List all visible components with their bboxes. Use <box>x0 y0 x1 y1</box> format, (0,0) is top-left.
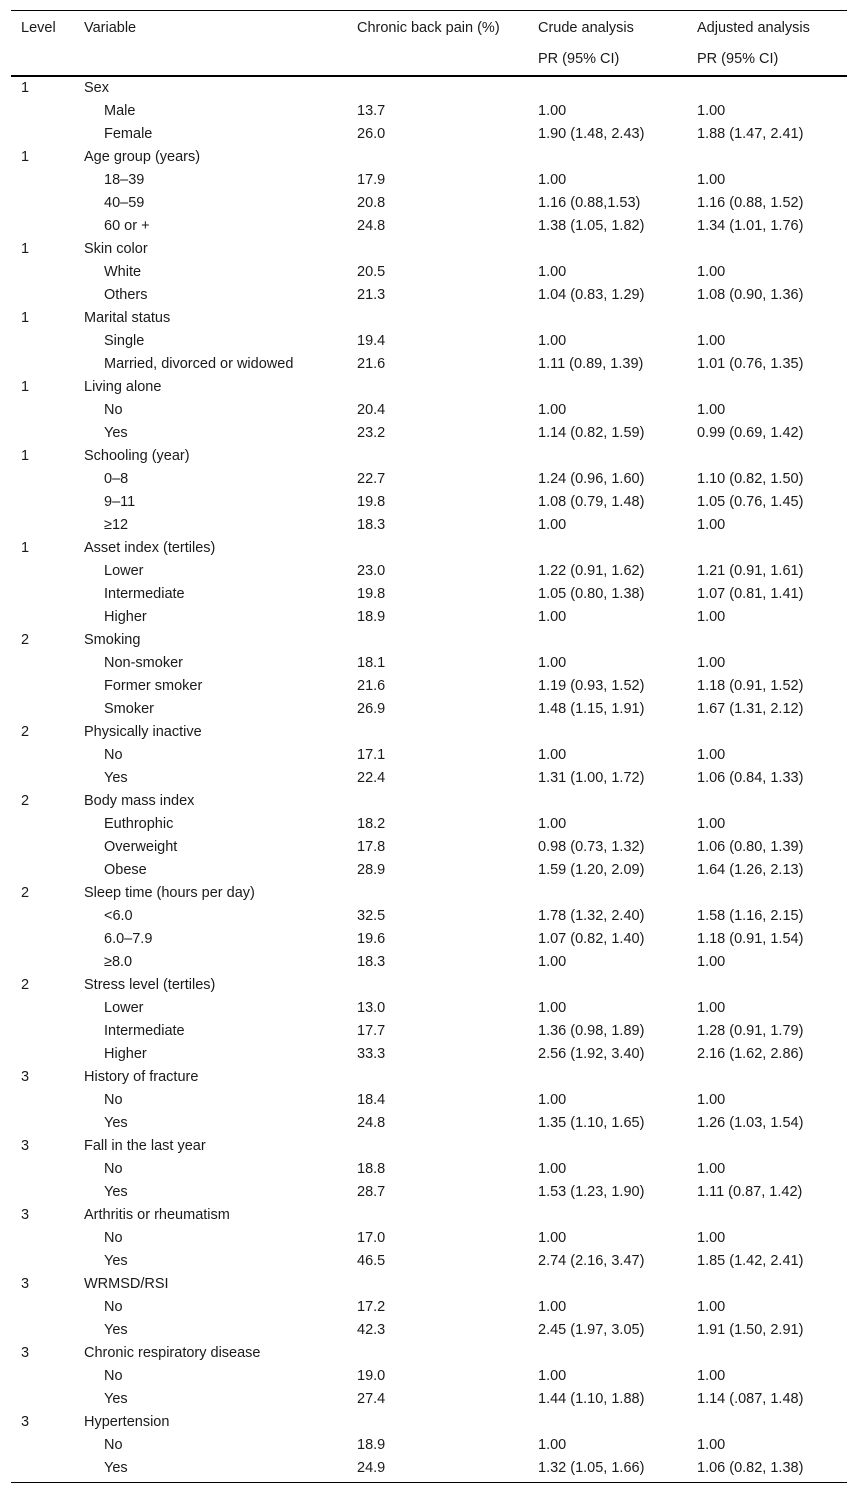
cell-crude-pr: 1.32 (1.05, 1.66) <box>538 1460 645 1476</box>
table-row <box>11 859 847 882</box>
cell-chronic-back-pain: 21.6 <box>357 678 386 694</box>
cell-crude-pr: 1.00 <box>538 1092 567 1108</box>
cell-variable: <6.0 <box>104 908 133 924</box>
cell-adjusted-pr: 1.00 <box>697 1161 726 1177</box>
cell-chronic-back-pain: 20.4 <box>357 402 386 418</box>
cell-variable: History of fracture <box>84 1069 199 1085</box>
cell-adjusted-pr: 1.00 <box>697 333 726 349</box>
header-variable: Variable <box>84 20 137 36</box>
cell-variable: No <box>104 1437 123 1453</box>
table-group-row <box>11 77 847 100</box>
cell-crude-pr: 1.31 (1.00, 1.72) <box>538 770 645 786</box>
cell-variable: Lower <box>104 563 144 579</box>
cell-adjusted-pr: 1.21 (0.91, 1.61) <box>697 563 804 579</box>
cell-variable: Male <box>104 103 136 119</box>
table-row <box>11 997 847 1020</box>
cell-adjusted-pr: 1.00 <box>697 816 726 832</box>
table-body <box>11 77 847 1482</box>
table-row <box>11 491 847 514</box>
cell-chronic-back-pain: 17.0 <box>357 1230 386 1246</box>
cell-chronic-back-pain: 22.4 <box>357 770 386 786</box>
table-row <box>11 1457 847 1480</box>
cell-level: 3 <box>21 1345 30 1361</box>
cell-variable: Others <box>104 287 148 303</box>
cell-variable: 40–59 <box>104 195 145 211</box>
cell-variable: No <box>104 402 123 418</box>
cell-variable: Higher <box>104 609 147 625</box>
header-crude-analysis: Crude analysis <box>538 20 634 36</box>
cell-variable: Arthritis or rheumatism <box>84 1207 230 1223</box>
cell-variable: Single <box>104 333 145 349</box>
table-row <box>11 813 847 836</box>
cell-adjusted-pr: 1.00 <box>697 402 726 418</box>
cell-variable: Sleep time (hours per day) <box>84 885 255 901</box>
cell-adjusted-pr: 1.14 (.087, 1.48) <box>697 1391 804 1407</box>
cell-crude-pr: 1.00 <box>538 402 567 418</box>
cell-adjusted-pr: 1.00 <box>697 1299 726 1315</box>
cell-variable: No <box>104 1092 123 1108</box>
cell-adjusted-pr: 1.88 (1.47, 2.41) <box>697 126 804 142</box>
cell-crude-pr: 2.74 (2.16, 3.47) <box>538 1253 645 1269</box>
cell-crude-pr: 1.48 (1.15, 1.91) <box>538 701 645 717</box>
cell-adjusted-pr: 1.91 (1.50, 2.91) <box>697 1322 804 1338</box>
cell-crude-pr: 1.38 (1.05, 1.82) <box>538 218 645 234</box>
cell-crude-pr: 1.00 <box>538 747 567 763</box>
cell-level: 2 <box>21 793 30 809</box>
cell-level: 1 <box>21 448 30 464</box>
cell-chronic-back-pain: 17.9 <box>357 172 386 188</box>
cell-chronic-back-pain: 20.8 <box>357 195 386 211</box>
table-row <box>11 422 847 445</box>
cell-chronic-back-pain: 19.6 <box>357 931 386 947</box>
cell-crude-pr: 2.56 (1.92, 3.40) <box>538 1046 645 1062</box>
cell-adjusted-pr: 1.06 (0.82, 1.38) <box>697 1460 804 1476</box>
cell-variable: No <box>104 747 123 763</box>
cell-adjusted-pr: 1.00 <box>697 1368 726 1384</box>
cell-variable: Lower <box>104 1000 144 1016</box>
cell-level: 2 <box>21 977 30 993</box>
cell-chronic-back-pain: 22.7 <box>357 471 386 487</box>
table-row <box>11 1319 847 1342</box>
cell-crude-pr: 1.00 <box>538 172 567 188</box>
cell-variable: No <box>104 1230 123 1246</box>
cell-level: 3 <box>21 1414 30 1430</box>
header-adjusted-pr-ci: PR (95% CI) <box>697 51 779 67</box>
cell-variable: Smoking <box>84 632 141 648</box>
cell-crude-pr: 1.11 (0.89, 1.39) <box>538 356 644 372</box>
table-group-row <box>11 882 847 905</box>
cell-adjusted-pr: 1.05 (0.76, 1.45) <box>697 494 804 510</box>
cell-adjusted-pr: 1.01 (0.76, 1.35) <box>697 356 804 372</box>
cell-crude-pr: 1.00 <box>538 655 567 671</box>
cell-chronic-back-pain: 24.8 <box>357 1115 386 1131</box>
cell-crude-pr: 1.00 <box>538 816 567 832</box>
table-group-row <box>11 974 847 997</box>
cell-chronic-back-pain: 17.8 <box>357 839 386 855</box>
cell-crude-pr: 1.36 (0.98, 1.89) <box>538 1023 645 1039</box>
cell-variable: Yes <box>104 1184 128 1200</box>
cell-adjusted-pr: 1.07 (0.81, 1.41) <box>697 586 804 602</box>
cell-variable: Marital status <box>84 310 171 326</box>
table-row <box>11 698 847 721</box>
cell-adjusted-pr: 1.85 (1.42, 2.41) <box>697 1253 804 1269</box>
cell-adjusted-pr: 1.00 <box>697 1230 726 1246</box>
cell-chronic-back-pain: 13.7 <box>357 103 386 119</box>
table-row <box>11 215 847 238</box>
cell-variable: Stress level (tertiles) <box>84 977 216 993</box>
cell-adjusted-pr: 0.99 (0.69, 1.42) <box>697 425 804 441</box>
table-row <box>11 744 847 767</box>
cell-variable: Sex <box>84 80 109 96</box>
table-group-row <box>11 1342 847 1365</box>
cell-chronic-back-pain: 28.7 <box>357 1184 386 1200</box>
cell-chronic-back-pain: 26.9 <box>357 701 386 717</box>
table-group-row <box>11 445 847 468</box>
cell-variable: Skin color <box>84 241 148 257</box>
cell-adjusted-pr: 1.00 <box>697 1437 726 1453</box>
table-group-row <box>11 537 847 560</box>
cell-adjusted-pr: 1.58 (1.16, 2.15) <box>697 908 804 924</box>
cell-level: 3 <box>21 1276 30 1292</box>
table-row <box>11 514 847 537</box>
table-group-row <box>11 307 847 330</box>
cell-crude-pr: 1.00 <box>538 1161 567 1177</box>
cell-adjusted-pr: 1.64 (1.26, 2.13) <box>697 862 804 878</box>
table-row <box>11 1365 847 1388</box>
cell-chronic-back-pain: 21.3 <box>357 287 386 303</box>
cell-chronic-back-pain: 18.4 <box>357 1092 386 1108</box>
cell-variable: WRMSD/RSI <box>84 1276 169 1292</box>
cell-chronic-back-pain: 13.0 <box>357 1000 386 1016</box>
cell-chronic-back-pain: 17.7 <box>357 1023 386 1039</box>
cell-chronic-back-pain: 23.2 <box>357 425 386 441</box>
cell-crude-pr: 1.16 (0.88,1.53) <box>538 195 641 211</box>
cell-adjusted-pr: 1.00 <box>697 747 726 763</box>
table-row <box>11 1158 847 1181</box>
table-row <box>11 1250 847 1273</box>
table-row <box>11 1112 847 1135</box>
cell-variable: White <box>104 264 142 280</box>
cell-level: 1 <box>21 80 30 96</box>
cell-adjusted-pr: 1.26 (1.03, 1.54) <box>697 1115 804 1131</box>
cell-variable: 18–39 <box>104 172 145 188</box>
cell-chronic-back-pain: 19.0 <box>357 1368 386 1384</box>
cell-chronic-back-pain: 27.4 <box>357 1391 386 1407</box>
table-group-row <box>11 1204 847 1227</box>
cell-chronic-back-pain: 32.5 <box>357 908 386 924</box>
cell-crude-pr: 1.00 <box>538 264 567 280</box>
cell-crude-pr: 1.00 <box>538 954 567 970</box>
cell-adjusted-pr: 1.11 (0.87, 1.42) <box>697 1184 803 1200</box>
cell-chronic-back-pain: 18.1 <box>357 655 386 671</box>
cell-adjusted-pr: 1.00 <box>697 264 726 280</box>
results-table <box>11 10 847 1483</box>
cell-adjusted-pr: 1.67 (1.31, 2.12) <box>697 701 804 717</box>
cell-crude-pr: 1.24 (0.96, 1.60) <box>538 471 645 487</box>
cell-crude-pr: 1.00 <box>538 1368 567 1384</box>
table-row <box>11 905 847 928</box>
table-header <box>11 11 847 77</box>
cell-chronic-back-pain: 18.3 <box>357 517 386 533</box>
cell-variable: Yes <box>104 425 128 441</box>
cell-variable: ≥12 <box>104 517 129 533</box>
cell-variable: Schooling (year) <box>84 448 190 464</box>
cell-variable: Body mass index <box>84 793 195 809</box>
table-group-row <box>11 790 847 813</box>
table-row <box>11 330 847 353</box>
table-row <box>11 1020 847 1043</box>
cell-crude-pr: 1.04 (0.83, 1.29) <box>538 287 645 303</box>
table-row <box>11 1227 847 1250</box>
header-crude-pr-ci: PR (95% CI) <box>538 51 620 67</box>
cell-variable: Age group (years) <box>84 149 201 165</box>
table-row <box>11 1043 847 1066</box>
cell-crude-pr: 1.08 (0.79, 1.48) <box>538 494 645 510</box>
table-row <box>11 1434 847 1457</box>
cell-level: 3 <box>21 1207 30 1223</box>
cell-chronic-back-pain: 20.5 <box>357 264 386 280</box>
cell-adjusted-pr: 1.34 (1.01, 1.76) <box>697 218 804 234</box>
cell-adjusted-pr: 1.00 <box>697 609 726 625</box>
cell-crude-pr: 0.98 (0.73, 1.32) <box>538 839 645 855</box>
header-level: Level <box>21 20 56 36</box>
table-group-row <box>11 721 847 744</box>
cell-adjusted-pr: 1.00 <box>697 1092 726 1108</box>
cell-adjusted-pr: 1.18 (0.91, 1.52) <box>697 678 804 694</box>
table-row <box>11 123 847 146</box>
cell-variable: Obese <box>104 862 147 878</box>
cell-variable: No <box>104 1161 123 1177</box>
cell-adjusted-pr: 1.00 <box>697 103 726 119</box>
header-chronic-back-pain: Chronic back pain (%) <box>357 20 500 36</box>
cell-variable: Hypertension <box>84 1414 170 1430</box>
cell-chronic-back-pain: 46.5 <box>357 1253 386 1269</box>
cell-crude-pr: 2.45 (1.97, 3.05) <box>538 1322 645 1338</box>
cell-crude-pr: 1.00 <box>538 103 567 119</box>
cell-chronic-back-pain: 24.9 <box>357 1460 386 1476</box>
cell-variable: Yes <box>104 1391 128 1407</box>
cell-chronic-back-pain: 19.8 <box>357 494 386 510</box>
cell-level: 1 <box>21 149 30 165</box>
cell-adjusted-pr: 1.10 (0.82, 1.50) <box>697 471 804 487</box>
cell-variable: No <box>104 1299 123 1315</box>
table-row <box>11 399 847 422</box>
table-group-row <box>11 1411 847 1434</box>
cell-variable: Yes <box>104 1460 128 1476</box>
cell-level: 2 <box>21 632 30 648</box>
cell-crude-pr: 1.35 (1.10, 1.65) <box>538 1115 645 1131</box>
cell-adjusted-pr: 1.00 <box>697 954 726 970</box>
header-adjusted-analysis: Adjusted analysis <box>697 20 810 36</box>
cell-crude-pr: 1.90 (1.48, 2.43) <box>538 126 645 142</box>
cell-chronic-back-pain: 33.3 <box>357 1046 386 1062</box>
table-row <box>11 652 847 675</box>
cell-crude-pr: 1.00 <box>538 1437 567 1453</box>
cell-level: 3 <box>21 1069 30 1085</box>
cell-crude-pr: 1.59 (1.20, 2.09) <box>538 862 645 878</box>
cell-crude-pr: 1.00 <box>538 517 567 533</box>
cell-chronic-back-pain: 18.3 <box>357 954 386 970</box>
cell-level: 1 <box>21 310 30 326</box>
table-row <box>11 284 847 307</box>
cell-adjusted-pr: 1.00 <box>697 172 726 188</box>
cell-crude-pr: 1.00 <box>538 1000 567 1016</box>
cell-chronic-back-pain: 17.1 <box>357 747 386 763</box>
cell-level: 2 <box>21 885 30 901</box>
cell-adjusted-pr: 1.18 (0.91, 1.54) <box>697 931 804 947</box>
table-row <box>11 836 847 859</box>
cell-variable: Non-smoker <box>104 655 183 671</box>
cell-level: 1 <box>21 379 30 395</box>
cell-chronic-back-pain: 18.2 <box>357 816 386 832</box>
table-row <box>11 1296 847 1319</box>
cell-variable: Intermediate <box>104 586 185 602</box>
cell-adjusted-pr: 1.06 (0.80, 1.39) <box>697 839 804 855</box>
table-group-row <box>11 1273 847 1296</box>
table-row <box>11 468 847 491</box>
cell-variable: Higher <box>104 1046 147 1062</box>
table-row <box>11 675 847 698</box>
cell-chronic-back-pain: 19.4 <box>357 333 386 349</box>
cell-variable: Asset index (tertiles) <box>84 540 216 556</box>
table-group-row <box>11 238 847 261</box>
cell-crude-pr: 1.00 <box>538 1230 567 1246</box>
table-row <box>11 583 847 606</box>
table-row <box>11 261 847 284</box>
cell-adjusted-pr: 1.00 <box>697 655 726 671</box>
cell-chronic-back-pain: 26.0 <box>357 126 386 142</box>
table-row <box>11 1089 847 1112</box>
cell-chronic-back-pain: 18.8 <box>357 1161 386 1177</box>
cell-variable: Overweight <box>104 839 178 855</box>
table-row <box>11 606 847 629</box>
cell-adjusted-pr: 1.08 (0.90, 1.36) <box>697 287 804 303</box>
cell-variable: Chronic respiratory disease <box>84 1345 261 1361</box>
cell-crude-pr: 1.14 (0.82, 1.59) <box>538 425 645 441</box>
cell-variable: Yes <box>104 1322 128 1338</box>
cell-crude-pr: 1.05 (0.80, 1.38) <box>538 586 645 602</box>
cell-variable: Yes <box>104 1253 128 1269</box>
cell-variable: Former smoker <box>104 678 203 694</box>
cell-crude-pr: 1.44 (1.10, 1.88) <box>538 1391 645 1407</box>
cell-crude-pr: 1.07 (0.82, 1.40) <box>538 931 645 947</box>
table-row <box>11 192 847 215</box>
table-row <box>11 767 847 790</box>
cell-adjusted-pr: 1.00 <box>697 517 726 533</box>
cell-chronic-back-pain: 18.9 <box>357 1437 386 1453</box>
cell-crude-pr: 1.00 <box>538 609 567 625</box>
cell-variable: No <box>104 1368 123 1384</box>
cell-adjusted-pr: 2.16 (1.62, 2.86) <box>697 1046 804 1062</box>
cell-crude-pr: 1.00 <box>538 333 567 349</box>
cell-variable: 0–8 <box>104 471 129 487</box>
table-row <box>11 951 847 974</box>
cell-variable: Smoker <box>104 701 154 717</box>
cell-chronic-back-pain: 19.8 <box>357 586 386 602</box>
cell-variable: Euthrophic <box>104 816 174 832</box>
table-row <box>11 928 847 951</box>
table-row <box>11 169 847 192</box>
cell-chronic-back-pain: 28.9 <box>357 862 386 878</box>
cell-chronic-back-pain: 17.2 <box>357 1299 386 1315</box>
cell-variable: Married, divorced or widowed <box>104 356 294 372</box>
cell-variable: ≥8.0 <box>104 954 133 970</box>
cell-level: 2 <box>21 724 30 740</box>
cell-adjusted-pr: 1.00 <box>697 1000 726 1016</box>
cell-variable: 9–11 <box>104 494 136 510</box>
table-row <box>11 1388 847 1411</box>
cell-variable: Female <box>104 126 153 142</box>
cell-chronic-back-pain: 42.3 <box>357 1322 386 1338</box>
cell-variable: Yes <box>104 770 128 786</box>
table-group-row <box>11 1066 847 1089</box>
cell-level: 3 <box>21 1138 30 1154</box>
cell-level: 1 <box>21 540 30 556</box>
table-row <box>11 560 847 583</box>
cell-variable: Intermediate <box>104 1023 185 1039</box>
cell-chronic-back-pain: 23.0 <box>357 563 386 579</box>
cell-chronic-back-pain: 24.8 <box>357 218 386 234</box>
table-group-row <box>11 1135 847 1158</box>
cell-variable: Physically inactive <box>84 724 202 740</box>
cell-crude-pr: 1.22 (0.91, 1.62) <box>538 563 645 579</box>
cell-chronic-back-pain: 21.6 <box>357 356 386 372</box>
cell-crude-pr: 1.78 (1.32, 2.40) <box>538 908 645 924</box>
cell-variable: Yes <box>104 1115 128 1131</box>
cell-adjusted-pr: 1.16 (0.88, 1.52) <box>697 195 804 211</box>
table-group-row <box>11 629 847 652</box>
table-group-row <box>11 376 847 399</box>
cell-chronic-back-pain: 18.9 <box>357 609 386 625</box>
cell-crude-pr: 1.00 <box>538 1299 567 1315</box>
table-group-row <box>11 146 847 169</box>
cell-variable: Living alone <box>84 379 162 395</box>
cell-variable: 6.0–7.9 <box>104 931 153 947</box>
cell-adjusted-pr: 1.28 (0.91, 1.79) <box>697 1023 804 1039</box>
cell-crude-pr: 1.53 (1.23, 1.90) <box>538 1184 645 1200</box>
cell-crude-pr: 1.19 (0.93, 1.52) <box>538 678 645 694</box>
table-row <box>11 100 847 123</box>
cell-variable: 60 or + <box>104 218 150 234</box>
table-row <box>11 353 847 376</box>
cell-adjusted-pr: 1.06 (0.84, 1.33) <box>697 770 804 786</box>
cell-level: 1 <box>21 241 30 257</box>
cell-variable: Fall in the last year <box>84 1138 206 1154</box>
table-row <box>11 1181 847 1204</box>
